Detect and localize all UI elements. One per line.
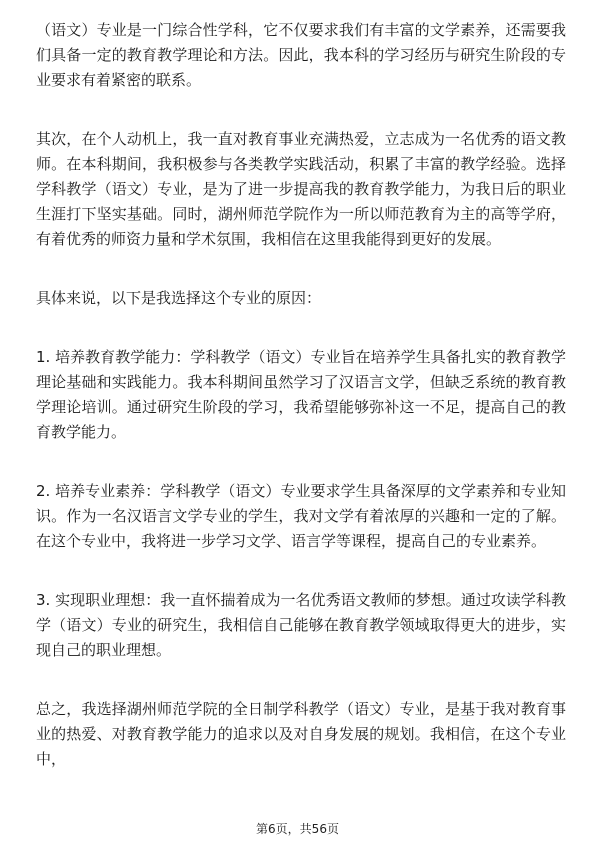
paragraph-1: （语文）专业是一门综合性学科，它不仅要求我们有丰富的文学素养，还需要我们具备一定的教育教学理论和方法。因此，我本科的学习经历与研究生阶段的专业要求有着紧密的联系。 — [36, 21, 566, 89]
document-body — [36, 18, 566, 806]
page-number: 第6页，共56页 — [256, 822, 339, 836]
paragraph-6: 3. 实现职业理想：我一直怀揣着成为一名优秀语文教师的梦想。通过攻读学科教学（语文）专业的研究生，我相信自己能够在教育教学领域取得更大的进步，实现自己的职业理想。 — [36, 591, 566, 659]
paragraph-2: 其次，在个人动机上，我一直对教育事业充满热爱，立志成为一名优秀的语文教师。在本科期间，我积极参与各类教学实践活动，积累了丰富的教学经验。选择学科教学（语文）专业，是为了进一步提高我的教育教学能力，为我日后的职业生涯打下坚实基础。同时，湖州师范学院作为一所以师范教育为主的高等学府，有着优秀的师资力量和学术氛围，我相信在这里我能得到更好的发展。 — [36, 130, 566, 248]
paragraph-3: 具体来说，以下是我选择这个专业的原因： — [36, 289, 322, 307]
paragraph-4: 1. 培养教育教学能力：学科教学（语文）专业旨在培养学生具备扎实的教育教学理论基础和实践能力。我本科期间虽然学习了汉语言文学，但缺乏系统的教育教学理论培训。通过研究生阶段的学习，我希望能够弥补这一不足，提高自己的教育教学能力。 — [36, 348, 566, 441]
paragraph-5: 2. 培养专业素养：学科教学（语文）专业要求学生具备深厚的文学素养和专业知识。作为一名汉语言文学专业的学生，我对文学有着浓厚的兴趣和一定的了解。在这个专业中，我将进一步学习文学、语言学等课程，提高自己的专业素养。 — [36, 482, 566, 550]
paragraph-7: 总之，我选择湖州师范学院的全日制学科教学（语文）专业，是基于我对教育事业的热爱、对教育教学能力的追求以及对自身发展的规划。我相信，在这个专业中， — [36, 700, 566, 768]
